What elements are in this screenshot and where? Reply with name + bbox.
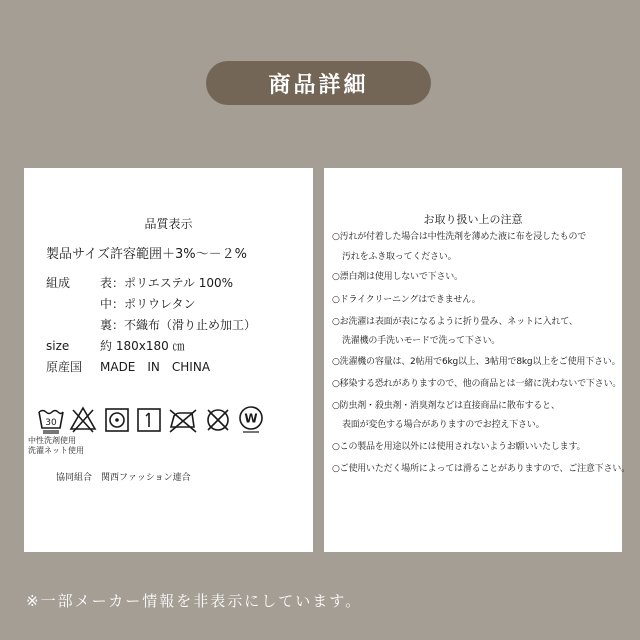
- origin-row: [46, 358, 210, 375]
- wash-notes: [28, 436, 84, 456]
- size-tolerance: 製品サイズ許容範囲＋3%〜－２%: [46, 247, 247, 262]
- line-dry-icon: [135, 404, 163, 434]
- care-line: ○漂白剤は使用しないで下さい。: [332, 272, 463, 282]
- row-key: size: [46, 339, 70, 353]
- care-line: ○洗濯機の容量は、2帖用で6kg以上、3帖用で8kg以上をご使用下さい。: [332, 357, 621, 367]
- organization: 協同組合 関西ファッション連合: [56, 473, 191, 483]
- care-line: ○移染する恐れがありますので、他の商品とは一緒に洗わないで下さい。: [332, 379, 622, 389]
- no-bleach-icon: [69, 404, 97, 434]
- row-key: 原産国: [46, 360, 83, 374]
- row-value: MADE IN CHINA: [100, 360, 211, 374]
- tumble-dry-icon: [103, 404, 131, 434]
- care-line: 汚れをふき取ってください。: [342, 252, 457, 262]
- composition-row: [46, 316, 256, 333]
- care-line: 洗濯機の手洗いモードで洗って下さい。: [342, 336, 501, 346]
- wash-note: 中性洗剤使用: [28, 436, 76, 445]
- row-value: 表：ポリエステル 100%: [100, 276, 234, 290]
- care-line: ○汚れが付着した場合は中性洗剤を薄めた液に布を浸したもので: [332, 232, 587, 242]
- care-line: 表面が変色する場合がありますのでお控え下さい。: [342, 420, 545, 430]
- quality-label-title: 品質表示: [144, 217, 193, 231]
- composition-row: [46, 274, 233, 291]
- row-value: 中：ポリウレタン: [100, 297, 196, 311]
- care-line: ○防虫剤・殺虫剤・消臭剤などは直接商品に散布すると、: [332, 401, 560, 411]
- care-line: ○ご使用いただく場所によっては滑ることがありますので、ご注意下さい。: [332, 464, 630, 474]
- wash-temp: 30: [45, 418, 57, 428]
- row-value: 約 180x180 ㎝: [100, 339, 185, 353]
- care-line: ○お洗濯は表面が表になるように折り畳み、ネットに入れて、: [332, 317, 578, 327]
- size-row: [46, 337, 185, 354]
- section-title: 商品詳細: [206, 61, 431, 105]
- care-instructions-label: [324, 168, 630, 552]
- footer-note: ※一部メーカー情報を非表示にしています。: [26, 592, 363, 610]
- wash-30-icon: [37, 404, 65, 434]
- svg-text:W: W: [244, 411, 258, 426]
- no-dry-clean-icon: [204, 404, 232, 434]
- care-line: ○ドライクリーニングはできません。: [332, 295, 481, 305]
- row-value: 裏：不織布（滑り止め加工）: [100, 318, 257, 332]
- care-line: ○この製品を用途以外には使用されないようお願いいたします。: [332, 442, 586, 452]
- care-instructions-title: お取り扱い上の注意: [423, 213, 523, 226]
- wet-clean-icon: [237, 404, 265, 434]
- composition-row: [46, 295, 196, 312]
- quality-label: [24, 168, 313, 552]
- no-iron-icon: [168, 404, 198, 434]
- row-key: 組成: [46, 276, 71, 290]
- wash-note: 洗濯ネット使用: [28, 446, 84, 455]
